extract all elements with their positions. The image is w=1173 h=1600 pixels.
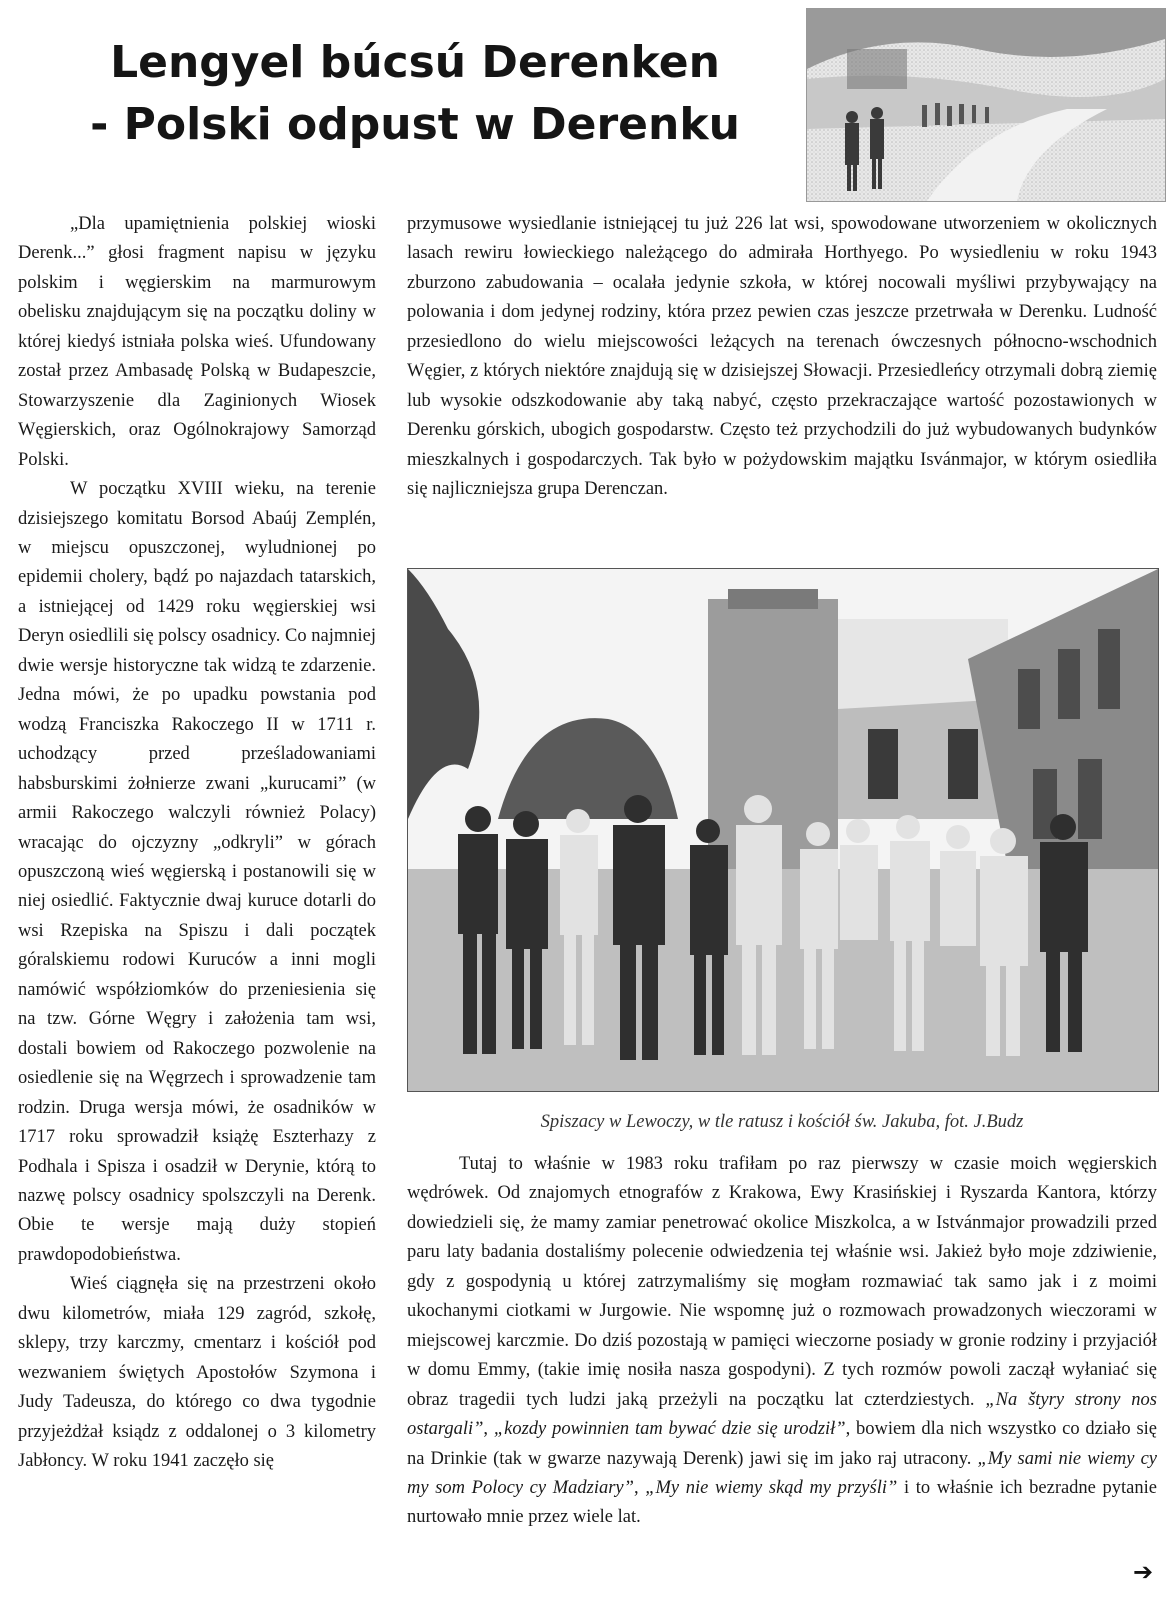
title-line-2: - Polski odpust w Derenku [90,99,740,150]
left-column [18,210,376,1476]
separator: , [633,1477,646,1498]
paragraph-text: i to właśnie ich bezradne pytanie nurtowało mnie przez wiele lat. [407,1477,1157,1528]
right-paragraph-2 [407,1150,1157,1533]
paragraph-text: , bowiem dla nich wszystko co działo się na Drinkie (tak w gwarze nazywają Derenk) jawi się im jako raj utracony. [407,1419,1157,1469]
right-column-top [407,210,1157,505]
paragraph-text: Tutaj to właśnie w 1983 roku trafiłam po raz pierwszy w czasie moich węgierskich wędrówek. Od znajomych etnografów z Krakowa, Ewy Krasińskiej i Ryszarda Kantora, którzy dowiedzieli się, że mamy zamiar penetrować okolice Miszkolca, a w Istvánmajor prowadzili przed paru laty badania dostaliśmy polecenie odwiedzenia tej właśnie wsi. Jakież było moje zdziwienie, gdy z gospodynią u której zatrzymaliśmy się mogłam rozmawiać tak samo jak i z moimi ukochanymi ciotkami w Jurgowie. Nie wspomnę już o rozmowach prowadzonych wieczorami w miejscowej karczmie. Do dziś pozostają w pamięci wieczorne posiady w gronie rodziny i przyjaciół w domu Emmy, (takie imię nosiła nasza gospodyni). Z tych rozmów powoli zaczął wyłaniać się obraz tragedii tych ludzi jaką przeżyli na początku lat czterdziestych. [407,1154,1157,1410]
left-paragraph-1: „Dla upamiętnienia polskiej wioski Derenk...” głosi fragment napisu w języku polskim i węgierskim na marmurowym obelisku znajdującym się na początku doliny w której kiedyś istniała polska wieś. Ufundowany został przez Ambasadę Polską w Budapeszcie, Stowarzyszenie dla Zaginionych Wiosek Węgierskich, oraz Ogólnokrajowy Samorząd Polski. [18,214,376,470]
separator: , [483,1419,494,1440]
dialect-quote: „kozdy powinnien tam bywać dzie się urodził” [493,1419,846,1440]
article-title [50,32,780,156]
photo-caption: Spiszacy w Lewoczy, w tle ratusz i kościół św. Jakuba, fot. J.Budz [540,1112,1024,1132]
dialect-quote: „My sami nie wiemy cy my som Polocy cy Madziary” [407,1448,1157,1498]
arrow-right-icon: ➔ [1133,1558,1154,1586]
photo-pilgrims-walking [806,8,1166,202]
left-paragraph-2: W początku XVIII wieku, na terenie dzisiejszego komitatu Borsod Abaúj Zemplén, w miejscu opuszczonej, wyludnionej po epidemii cholery, bądź po najazdach tatarskich, a istniejącej od 1429 roku węgierskiej wsi Deryn osiedlili się polscy osadnicy. Co najmniej dwie wersje historyczne tak widzą te zdarzenie. Jedna mówi, że po upadku powstania pod wodzą Franciszka Rakoczego II w 1711 r. uchodzący przed prześladowaniami habsburskimi żołnierze zwani „kurucami” (w armii Rakoczego walczyli również Polacy) wracając do ojczyzny „odkryli” w górach opuszczoną wieś węgierską i postanowili się w niej osiedlić. Faktycznie dwaj kuruce dotarli do wsi Rzepiska na Spiszu i dali początek góralskiemu rodowi Kuruców a inni mogli namówić współziomków do przeniesienia się na tzw. Górne Węgry i założenia tam wsi, dostali bowiem od Rakoczego pozwolenie na osiedlenie się na Węgrzech i sprowadzenie tam rodzin. Druga wersja mówi, że osadników w 1717 roku sprowadził książę Eszterhazy z Podhala i Spisza i osadził w Derynie, którą to nazwę polscy osadnicy spolszczyli na Derenk. Obie te wersje mają duży stopień prawdopodobieństwa. [18,479,376,1265]
right-column-bottom [407,1150,1157,1533]
right-paragraph-1: przymusowe wysiedlanie istniejącej tu już 226 lat wsi, spowodowane utworzeniem w okolicznych lasach rewiru łowieckiego należącego do admirała Horthyego. Po wysiedleniu w roku 1943 zburzono zabudowania – ocalała jedynie szkoła, w której nocowali myśliwi przybywający na polowania i dom jedynej rodziny, która przez pewien czas jeszcze przetrwała w Derenku. Ludność przesiedlono do wielu miejscowości leżących na terenach ówczesnych północno-wschodnich Węgier, z których niektóre znajdują się w dzisiejszej Słowacji. Przesiedleńcy otrzymali dobrą ziemię lub wysokie odszkodowanie aby taką nabyć, często przekraczające wartość pozostawionych w Derenku górskich, ubogich gospodarstw. Często też przychodzili do już wybudowanych budynków mieszkalnych i gospodarczych. Tak było w pożydowskim majątku Isvánmajor, w którym osiedliła się najliczniejsza grupa Derenczan. [407,214,1157,500]
dialect-quote: „Na štyry strony nos ostargali” [407,1389,1157,1440]
left-paragraph-3: Wieś ciągnęła się na przestrzeni około dwu kilometrów, miała 129 zagród, szkołę, sklepy, trzy karczmy, cmentarz i kościół pod wezwaniem świętych Apostołów Szymona i Judy Tadeusza, do którego co dwa tygodnie przyjeżdżał ksiądz z oddalonej o 3 kilometry Jabłoncy. W roku 1941 zaczęło się [18,1274,376,1472]
dialect-quote: „My nie wiemy skąd my przyśli” [645,1477,898,1498]
title-line-1: Lengyel búcsú Derenken [110,37,720,88]
photo-group-in-levoca [407,568,1159,1092]
